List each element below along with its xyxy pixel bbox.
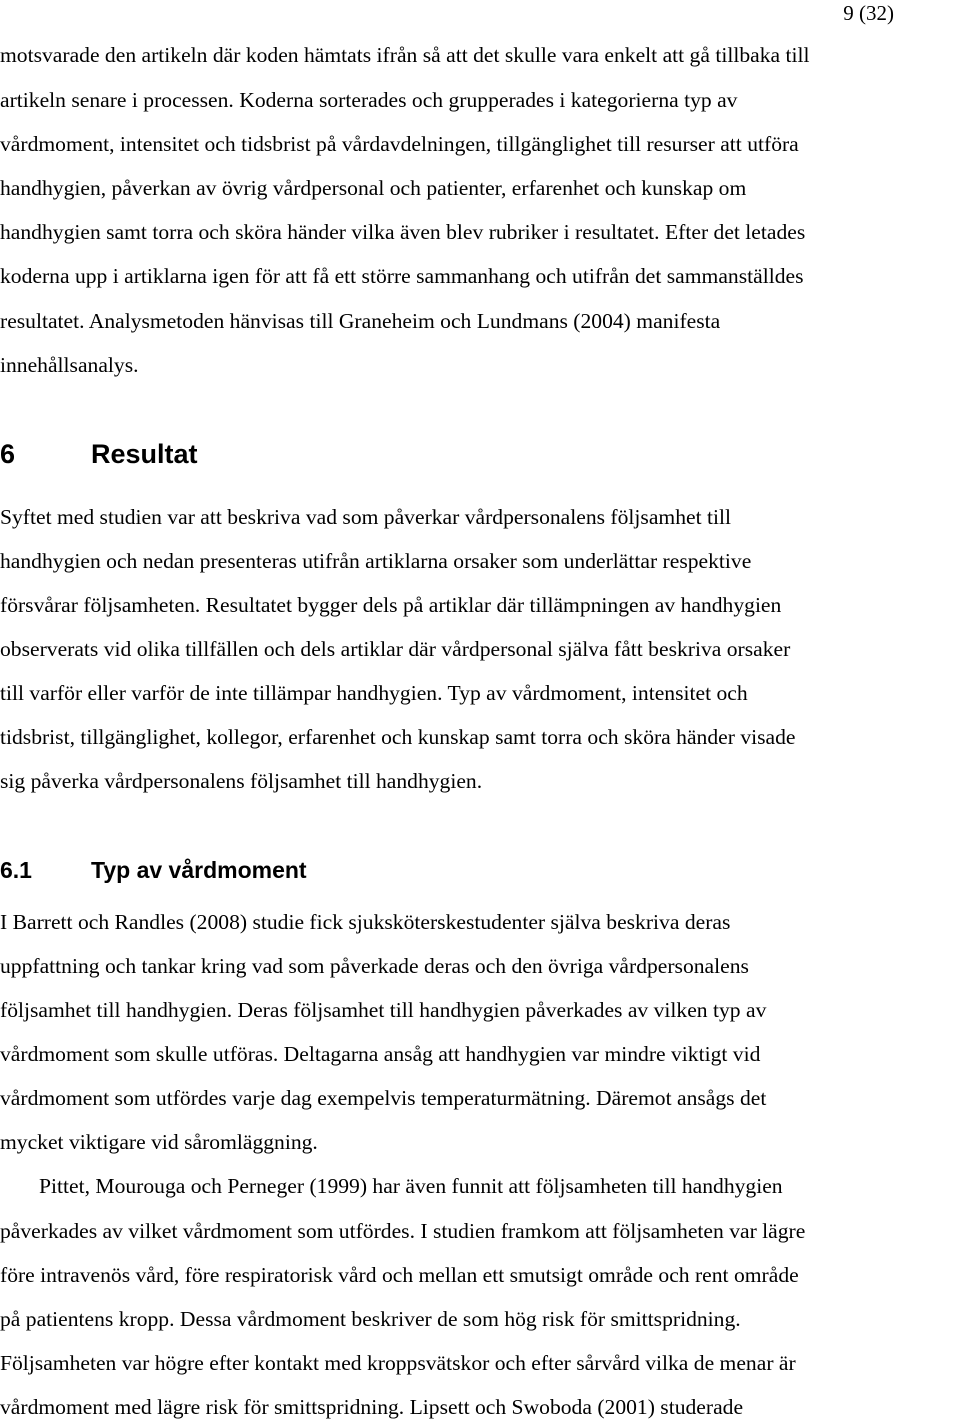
paragraph-3-line: mycket viktigare vid såromläggning. bbox=[0, 1130, 318, 1154]
paragraph-2-line: försvårar följsamheten. Resultatet bygger dels på artiklar där tillämpningen av handhygien bbox=[0, 593, 782, 617]
section-title: Resultat bbox=[91, 439, 198, 469]
subsection-number: 6.1 bbox=[0, 857, 32, 883]
paragraph-2-line: handhygien och nedan presenteras utifrån artiklarna orsaker som underlättar respektive bbox=[0, 549, 752, 573]
paragraph-4-line: vårdmoment med lägre risk för smittspridning. Lipsett och Swoboda (2001) studerade bbox=[0, 1395, 744, 1419]
paragraph-3-line: uppfattning och tankar kring vad som påverkade deras och den övriga vårdpersonalens bbox=[0, 954, 749, 978]
paragraph-4-line: före intravenös vård, före respiratorisk vård och mellan ett smutsigt område och rent område bbox=[0, 1263, 799, 1287]
paragraph-1-line: koderna upp i artiklarna igen för att få ett större sammanhang och utifrån det sammanställdes bbox=[0, 264, 804, 288]
paragraph-3-line: följsamhet till handhygien. Deras följsamhet till handhygien påverkades av vilken typ av bbox=[0, 998, 767, 1022]
paragraph-1-line: vårdmoment, intensitet och tidsbrist på vårdavdelningen, tillgänglighet till resurser att utföra bbox=[0, 132, 799, 156]
paragraph-1-line: artikeln senare i processen. Koderna sorterades och grupperades i kategorierna typ av bbox=[0, 88, 738, 112]
subsection-title: Typ av vårdmoment bbox=[91, 857, 307, 883]
section-number: 6 bbox=[0, 439, 16, 469]
paragraph-1-line: innehållsanalys. bbox=[0, 353, 139, 377]
paragraph-4-line: på patientens kropp. Dessa vårdmoment beskriver de som hög risk för smittspridning. bbox=[0, 1307, 741, 1331]
paragraph-2-line: Syftet med studien var att beskriva vad som påverkar vårdpersonalens följsamhet till bbox=[0, 505, 731, 529]
paragraph-2-line: till varför eller varför de inte tillämpar handhygien. Typ av vårdmoment, intensitet och bbox=[0, 681, 748, 705]
paragraph-3-line: I Barrett och Randles (2008) studie fick sjuksköterskestudenter själva beskriva deras bbox=[0, 910, 731, 934]
paragraph-4-line: Pittet, Mourouga och Perneger (1999) har även funnit att följsamheten till handhygien bbox=[39, 1174, 783, 1198]
paragraph-1-line: handhygien samt torra och sköra händer vilka även blev rubriker i resultatet. Efter det letades bbox=[0, 220, 806, 244]
subsection-heading bbox=[0, 855, 960, 885]
section-heading bbox=[0, 439, 960, 469]
page-number: 9 (32) bbox=[843, 1, 894, 25]
paragraph-4-line: påverkades av vilket vårdmoment som utfördes. I studien framkom att följsamheten var lägre bbox=[0, 1219, 806, 1243]
paragraph-3-line: vårdmoment som utfördes varje dag exempelvis temperaturmätning. Däremot ansågs det bbox=[0, 1086, 767, 1110]
paragraph-1-line: handhygien, påverkan av övrig vårdpersonal och patienter, erfarenhet och kunskap om bbox=[0, 176, 747, 200]
paragraph-2-line: tidsbrist, tillgänglighet, kollegor, erfarenhet och kunskap samt torra och sköra händer visade bbox=[0, 725, 796, 749]
paragraph-4-line: Följsamheten var högre efter kontakt med kroppsvätskor och efter sårvård vilka de menar är bbox=[0, 1351, 796, 1375]
paragraph-1-line: motsvarade den artikeln där koden hämtats ifrån så att det skulle vara enkelt att gå tillbaka till bbox=[0, 43, 810, 67]
paragraph-2-line: sig påverka vårdpersonalens följsamhet till handhygien. bbox=[0, 769, 483, 793]
paragraph-1-line: resultatet. Analysmetoden hänvisas till Graneheim och Lundmans (2004) manifesta bbox=[0, 309, 721, 333]
paragraph-3-line: vårdmoment som skulle utföras. Deltagarna ansåg att handhygien var mindre viktigt vid bbox=[0, 1042, 761, 1066]
paragraph-2-line: observerats vid olika tillfällen och dels artiklar där vårdpersonal själva fått beskriva orsaker bbox=[0, 637, 791, 661]
